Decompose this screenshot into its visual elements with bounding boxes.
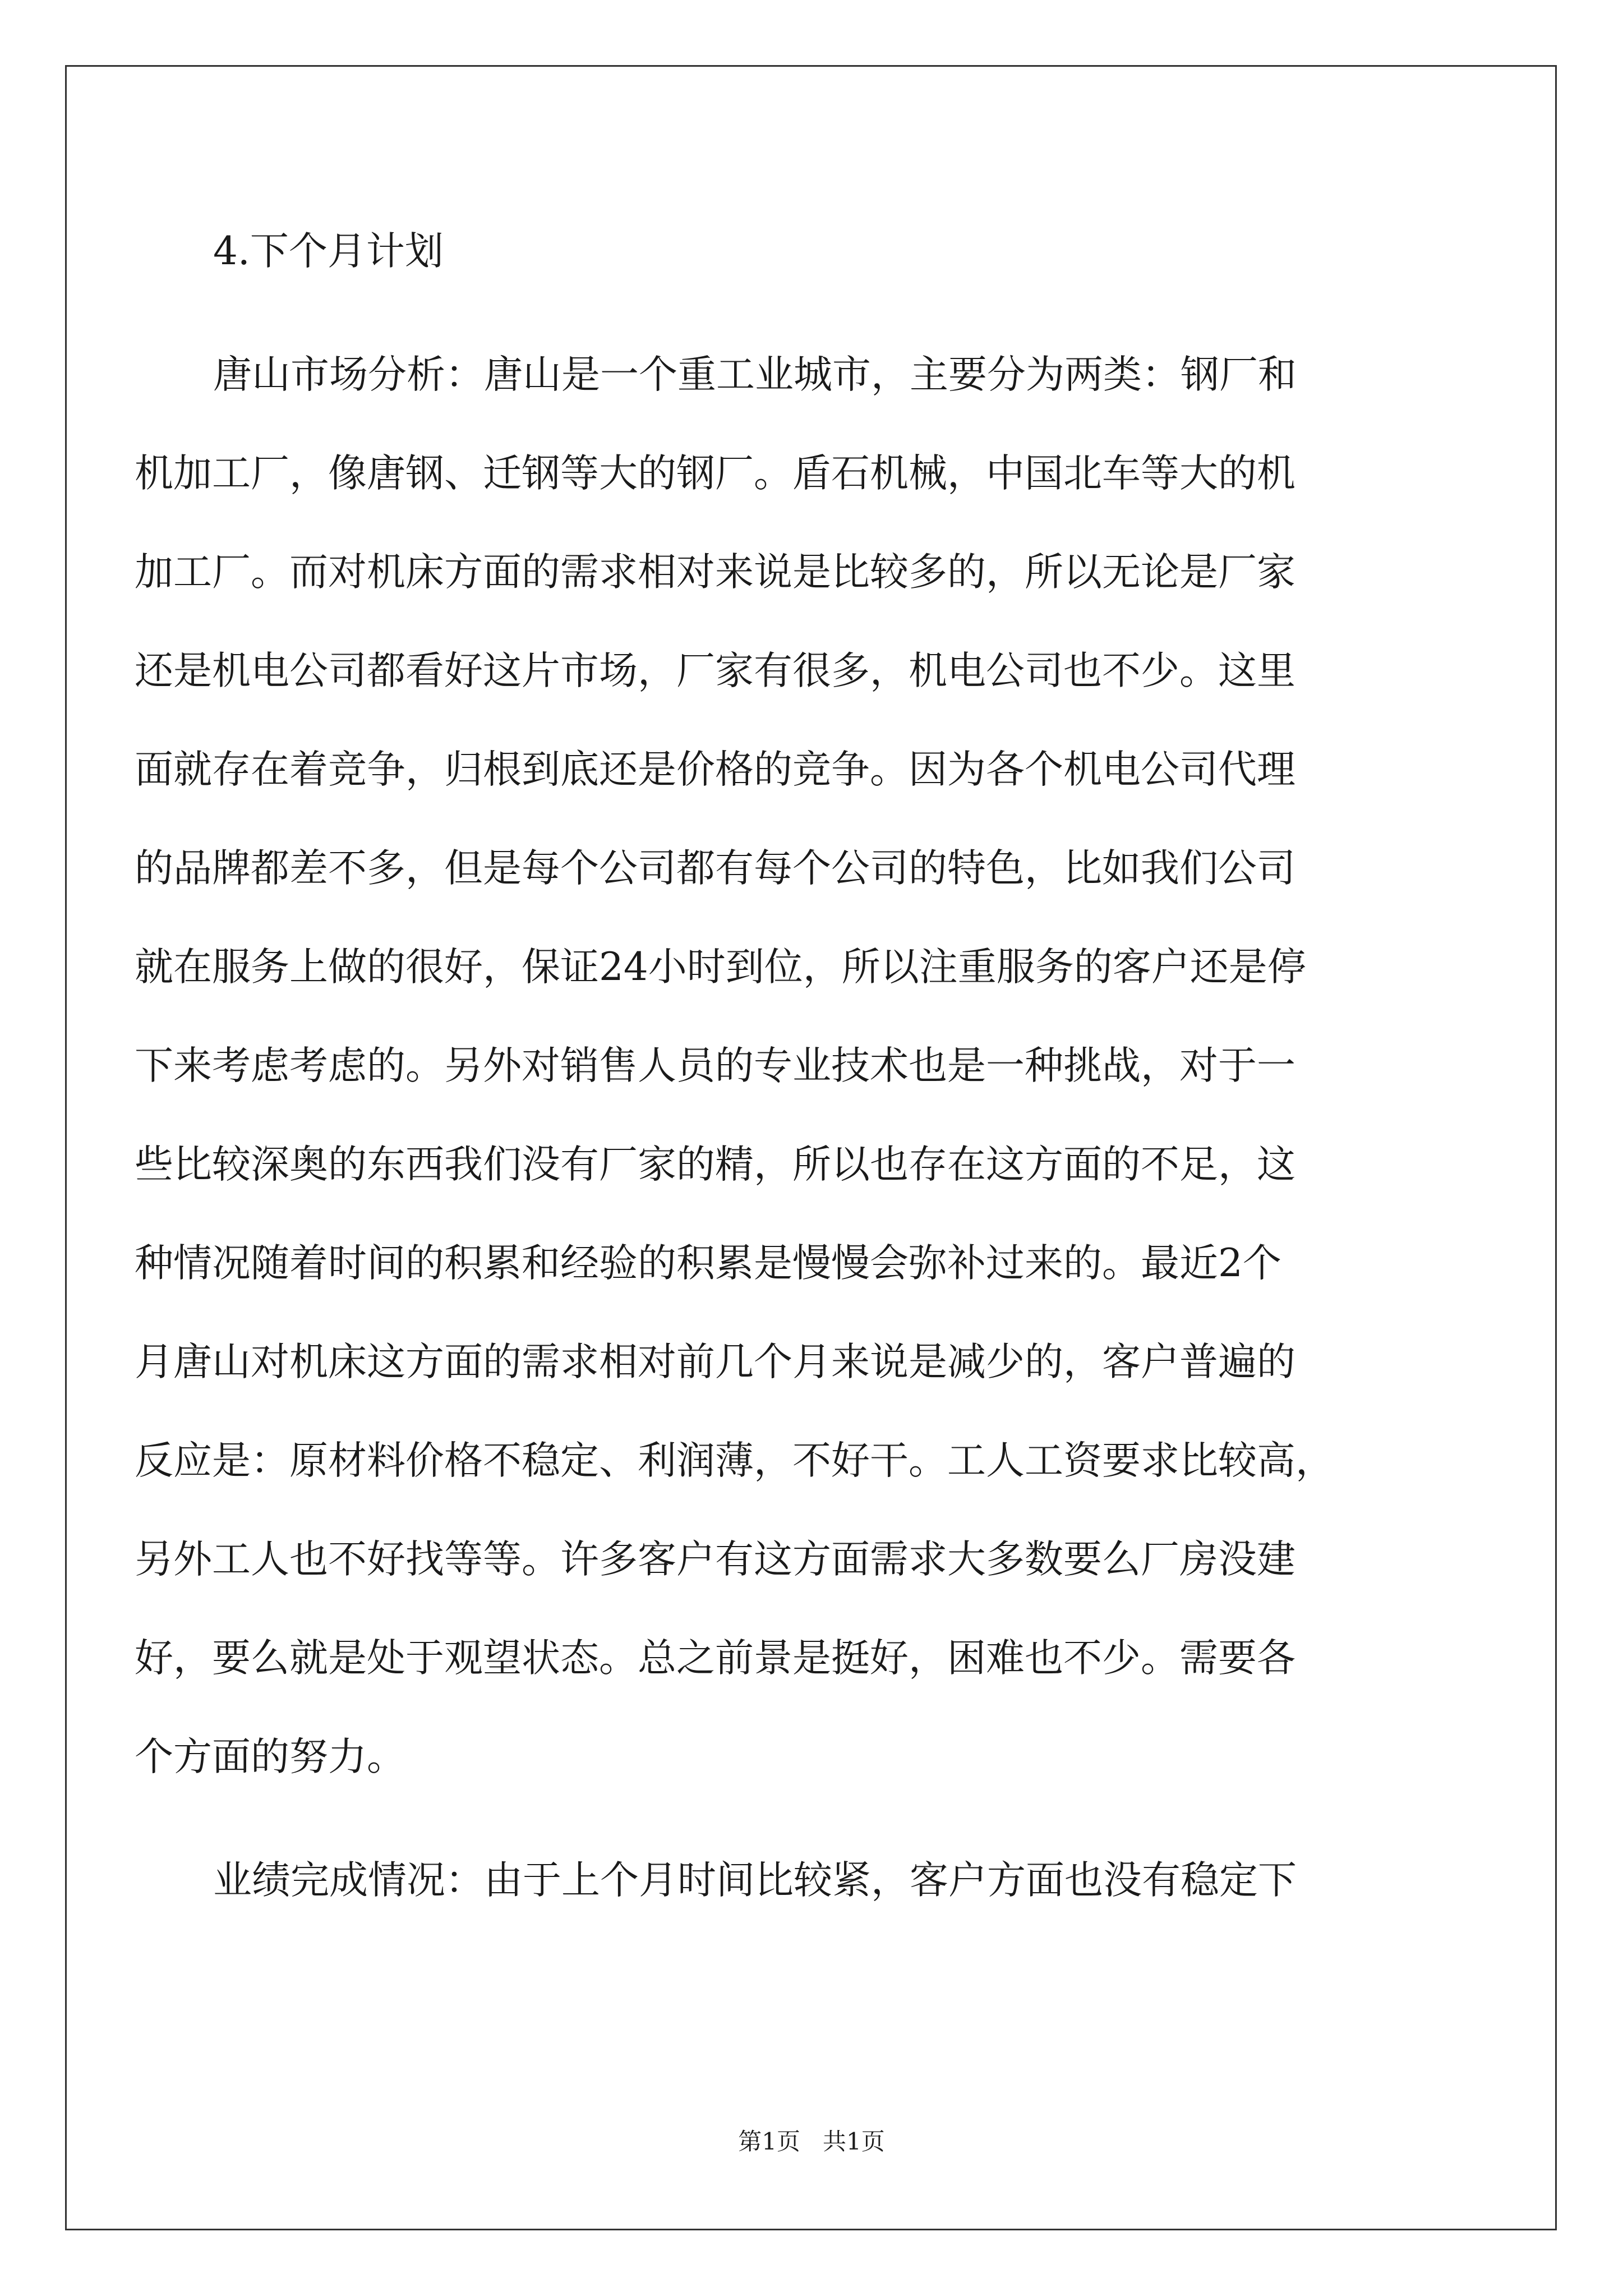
page-footer: 第1页 共1页 (738, 2128, 885, 2155)
paragraph-market-analysis (135, 325, 1436, 1806)
paragraph-line: 下来考虑考虑的。另外对销售人员的专业技术也是一种挑战，对于一 (135, 1043, 1295, 1088)
paragraph-line: 另外工人也不好找等等。许多客户有这方面需求大多数要么厂房没建 (135, 1537, 1295, 1582)
section-heading: 4.下个月计划 (213, 229, 444, 274)
paragraph-line: 反应是：原材料价格不稳定、利润薄，不好干。工人工资要求比较高， (135, 1438, 1334, 1483)
paragraph-line: 个方面的努力。 (135, 1734, 405, 1779)
paragraph-line: 唐山市场分析：唐山是一个重工业城市，主要分为两类：钢厂和 (213, 352, 1297, 397)
paragraph-line: 种情况随着时间的积累和经验的积累是慢慢会弥补过来的。最近2个 (135, 1241, 1281, 1286)
paragraph-line: 些比较深奥的东西我们没有厂家的精，所以也存在这方面的不足，这 (135, 1142, 1295, 1187)
paragraph-line: 就在服务上做的很好，保证24小时到位，所以注重服务的客户还是停 (135, 945, 1306, 990)
paragraph-line: 业绩完成情况：由于上个月时间比较紧，客户方面也没有稳定下 (213, 1858, 1297, 1903)
paragraph-line: 月唐山对机床这方面的需求相对前几个月来说是减少的，客户普遍的 (135, 1340, 1295, 1384)
document-body (135, 202, 1436, 2087)
paragraph-line: 面就存在着竞争，归根到底还是价格的竞争。因为各个机电公司代理 (135, 747, 1295, 792)
paragraph-line: 的品牌都差不多，但是每个公司都有每个公司的特色，比如我们公司 (135, 846, 1295, 891)
paragraph-performance (135, 1831, 1436, 1930)
paragraph-line: 机加工厂，像唐钢、迁钢等大的钢厂。盾石机械，中国北车等大的机 (135, 451, 1295, 496)
paragraph-line: 还是机电公司都看好这片市场，厂家有很多，机电公司也不少。这里 (135, 648, 1295, 693)
paragraph-line: 好，要么就是处于观望状态。总之前景是挺好，困难也不少。需要各 (135, 1636, 1295, 1681)
paragraph-line: 加工厂。而对机床方面的需求相对来说是比较多的，所以无论是厂家 (135, 550, 1295, 595)
